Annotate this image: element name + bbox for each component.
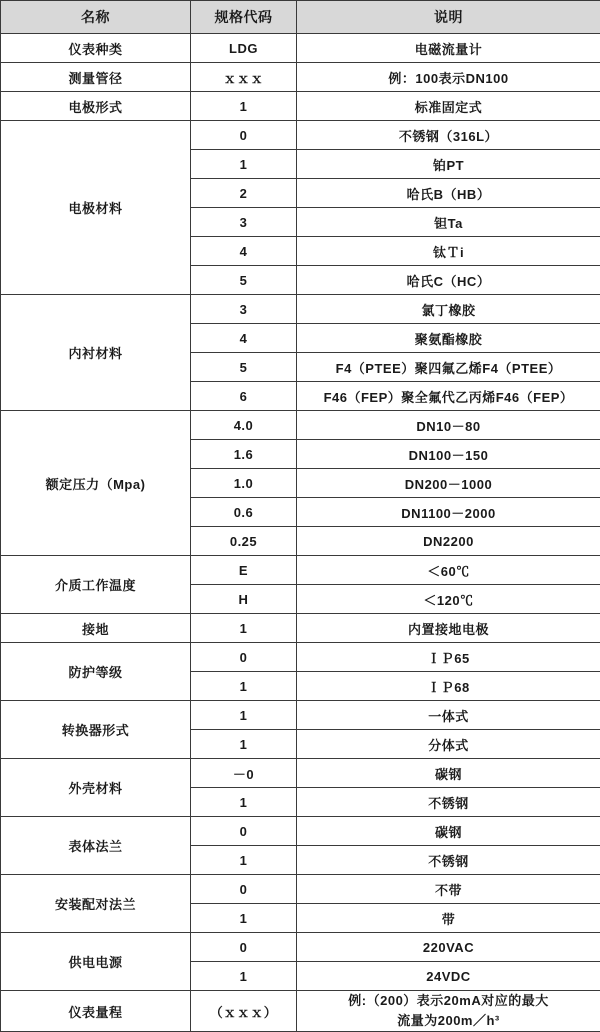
spec-code-cell: 1 <box>191 788 297 817</box>
table-row <box>1 295 600 324</box>
spec-code-cell: 1 <box>191 92 297 121</box>
table-row <box>1 63 600 92</box>
row-group-name: 额定压力（Mpa) <box>1 411 191 556</box>
spec-description-cell: DN10－80 <box>297 411 600 440</box>
spec-code-cell: 4 <box>191 324 297 353</box>
spec-description-cell: 不锈钢 <box>297 788 600 817</box>
spec-code-cell: 1.6 <box>191 440 297 469</box>
spec-code-cell: ｘｘｘ <box>191 63 297 92</box>
spec-description-cell: 不带 <box>297 875 600 904</box>
row-group-name: 供电电源 <box>1 933 191 991</box>
spec-code-cell: 1 <box>191 962 297 991</box>
spec-description-cell: DN1100－2000 <box>297 498 600 527</box>
spec-description-cell: 碳钢 <box>297 817 600 846</box>
spec-description-cell: 内置接地电极 <box>297 614 600 643</box>
row-group-name: 防护等级 <box>1 643 191 701</box>
spec-description-cell: DN100－150 <box>297 440 600 469</box>
table-row <box>1 875 600 904</box>
spec-description-cell: 一体式 <box>297 701 600 730</box>
row-group-name: 仪表种类 <box>1 34 191 63</box>
spec-description-cell: ＩＰ65 <box>297 643 600 672</box>
spec-code-cell: 0.6 <box>191 498 297 527</box>
spec-code-cell: 1 <box>191 701 297 730</box>
spec-code-cell: 0 <box>191 875 297 904</box>
row-group-name: 内衬材料 <box>1 295 191 411</box>
spec-code-cell: H <box>191 585 297 614</box>
table-row <box>1 556 600 585</box>
spec-description-cell: 哈氏C（HC） <box>297 266 600 295</box>
spec-code-cell: 2 <box>191 179 297 208</box>
spec-code-cell: 0 <box>191 643 297 672</box>
table-body <box>1 34 600 1032</box>
table-row <box>1 701 600 730</box>
spec-description-cell: 不锈钢 <box>297 846 600 875</box>
column-header-description: 说明 <box>297 1 600 34</box>
spec-description-cell: 分体式 <box>297 730 600 759</box>
spec-code-cell: 0.25 <box>191 527 297 556</box>
spec-code-cell: －0 <box>191 759 297 788</box>
row-group-name: 转换器形式 <box>1 701 191 759</box>
spec-description-cell: 碳钢 <box>297 759 600 788</box>
spec-description-cell: 聚氨酯橡胶 <box>297 324 600 353</box>
spec-code-cell: 5 <box>191 266 297 295</box>
spec-description-cell: 24VDC <box>297 962 600 991</box>
table-row <box>1 817 600 846</box>
spec-description-cell: ＜120℃ <box>297 585 600 614</box>
spec-code-cell: 1.0 <box>191 469 297 498</box>
spec-description-cell: 带 <box>297 904 600 933</box>
table-row <box>1 614 600 643</box>
spec-description-cell: 铂PT <box>297 150 600 179</box>
spec-code-cell: 1 <box>191 614 297 643</box>
table-row <box>1 759 600 788</box>
column-header-code: 规格代码 <box>191 1 297 34</box>
table-header-row <box>1 1 600 34</box>
spec-code-cell: 0 <box>191 121 297 150</box>
table-row <box>1 643 600 672</box>
row-group-name: 外壳材料 <box>1 759 191 817</box>
row-group-name: 电极材料 <box>1 121 191 295</box>
spec-description-cell: 标准固定式 <box>297 92 600 121</box>
spec-description-cell: 不锈钢（316L） <box>297 121 600 150</box>
spec-code-cell: 1 <box>191 904 297 933</box>
table-row <box>1 991 600 1032</box>
spec-description-cell: DN200－1000 <box>297 469 600 498</box>
row-group-name: 仪表量程 <box>1 991 191 1032</box>
row-group-name: 电极形式 <box>1 92 191 121</box>
spec-code-cell: 1 <box>191 846 297 875</box>
spec-code-cell: 0 <box>191 933 297 962</box>
spec-description-cell: DN2200 <box>297 527 600 556</box>
table-row <box>1 121 600 150</box>
spec-description-cell: ＜60℃ <box>297 556 600 585</box>
spec-code-cell: 4 <box>191 237 297 266</box>
spec-code-cell: 3 <box>191 295 297 324</box>
spec-code-cell: LDG <box>191 34 297 63</box>
spec-code-cell: 6 <box>191 382 297 411</box>
row-group-name: 接地 <box>1 614 191 643</box>
spec-description-cell: F4（PTEE）聚四氟乙烯F4（PTEE） <box>297 353 600 382</box>
table-row <box>1 34 600 63</box>
spec-description-cell: 哈氏B（HB） <box>297 179 600 208</box>
row-group-name: 测量管径 <box>1 63 191 92</box>
spec-description-cell: 例：100表示DN100 <box>297 63 600 92</box>
row-group-name: 表体法兰 <box>1 817 191 875</box>
spec-code-cell: 5 <box>191 353 297 382</box>
spec-code-cell: 0 <box>191 817 297 846</box>
spec-description-cell: 钛Ｔi <box>297 237 600 266</box>
spec-code-cell: 1 <box>191 672 297 701</box>
table-row <box>1 933 600 962</box>
spec-code-cell: 3 <box>191 208 297 237</box>
row-group-name: 介质工作温度 <box>1 556 191 614</box>
column-header-name: 名称 <box>1 1 191 34</box>
spec-code-cell: （ｘｘｘ） <box>191 991 297 1032</box>
table-row <box>1 411 600 440</box>
row-group-name: 安装配对法兰 <box>1 875 191 933</box>
spec-code-cell: E <box>191 556 297 585</box>
spec-code-cell: 4.0 <box>191 411 297 440</box>
table-row <box>1 92 600 121</box>
spec-code-cell: 1 <box>191 150 297 179</box>
spec-description-cell: 电磁流量计 <box>297 34 600 63</box>
spec-description-cell: ＩＰ68 <box>297 672 600 701</box>
spec-description-cell: 氯丁橡胶 <box>297 295 600 324</box>
spec-description-cell: F46（FEP）聚全氟代乙丙烯F46（FEP） <box>297 382 600 411</box>
spec-description-cell: 钽Ta <box>297 208 600 237</box>
spec-description-cell: 例:（200）表示20mA对应的最大 流量为200m／h³ <box>297 991 600 1032</box>
spec-code-cell: 1 <box>191 730 297 759</box>
spec-description-cell: 220VAC <box>297 933 600 962</box>
table-header <box>1 1 600 34</box>
